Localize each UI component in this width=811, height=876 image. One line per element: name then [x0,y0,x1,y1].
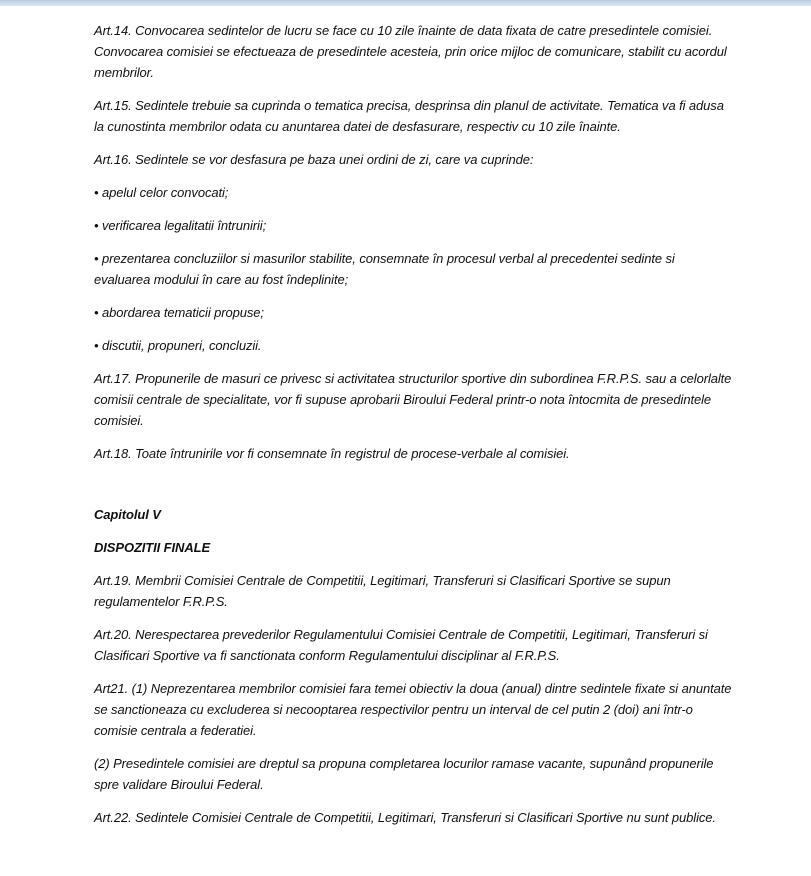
list-item: • discutii, propuneri, concluzii. [94,338,262,353]
article-21-1: Art21. (1) Neprezentarea membrilor comisiei fara temei obiectiv la doua (anual) dintre sedintele fixate si anuntate se sanctioneaza cu excluderea si necooptarea respectivilor pentru un interval de cel putin 2 (doi) ani într-o comisie centrala a federatiei. [94,681,732,738]
article-20: Art.20. Nerespectarea prevederilor Regulamentului Comisiei Centrale de Competitii, Legitimari, Transferuri si Clasificari Sportive va fi sanctionata conform Regulamentului disciplinar al F.R.P.S. [94,627,708,663]
article-22: Art.22. Sedintele Comisiei Centrale de Competitii, Legitimari, Transferuri si Clasificari Sportive nu sunt publice. [94,810,716,825]
article-21-2: (2) Presedintele comisiei are dreptul sa propuna completarea locurilor ramase vacante, supunând propunerile spre validare Biroului Federal. [94,756,714,792]
article-17: Art.17. Propunerile de masuri ce privesc si activitatea structurilor sportive din subordinea F.R.P.S. sau a celorlalte comisii centrale de specialitate, vor fi supuse aprobarii Biroului Federal printr-o nota întocmita de presedintele comisiei. [94,371,732,428]
list-item: • prezentarea concluziilor si masurilor stabilite, consemnate în procesul verbal al precedentei sedinte si evaluarea modului în care au fost îndeplinite; [94,251,675,287]
window-top-bar [0,0,811,6]
article-18: Art.18. Toate întrunirile vor fi consemnate în registrul de procese-verbale al comisiei. [94,446,570,461]
list-item: • abordarea tematicii propuse; [94,305,264,320]
spacer [94,476,734,504]
article-15: Art.15. Sedintele trebuie sa cuprinda o tematica precisa, desprinsa din planul de activitate. Tematica va fi adusa la cunostinta membrilor odata cu anuntarea datei de desfasurare, respectiv cu 10 zile înainte. [94,98,724,134]
list-item: • verificarea legalitatii întrunirii; [94,218,267,233]
article-14: Art.14. Convocarea sedintelor de lucru se face cu 10 zile înainte de data fixata de catre presedintele comisiei. Convocarea comisiei se efectueaza de presedintele acesteia, prin orice mijloc de comunicare, stabilit cu acordul membrilor. [94,23,727,80]
document-page [94,20,734,840]
article-19: Art.19. Membrii Comisiei Centrale de Competitii, Legitimari, Transferuri si Clasificari Sportive se supun regulamentelor F.R.P.S. [94,573,671,609]
chapter-title: DISPOZITII FINALE [94,540,211,555]
list-item: • apelul celor convocati; [94,185,229,200]
chapter-number: Capitolul V [94,507,161,522]
article-16: Art.16. Sedintele se vor desfasura pe baza unei ordini de zi, care va cuprinde: [94,152,534,167]
